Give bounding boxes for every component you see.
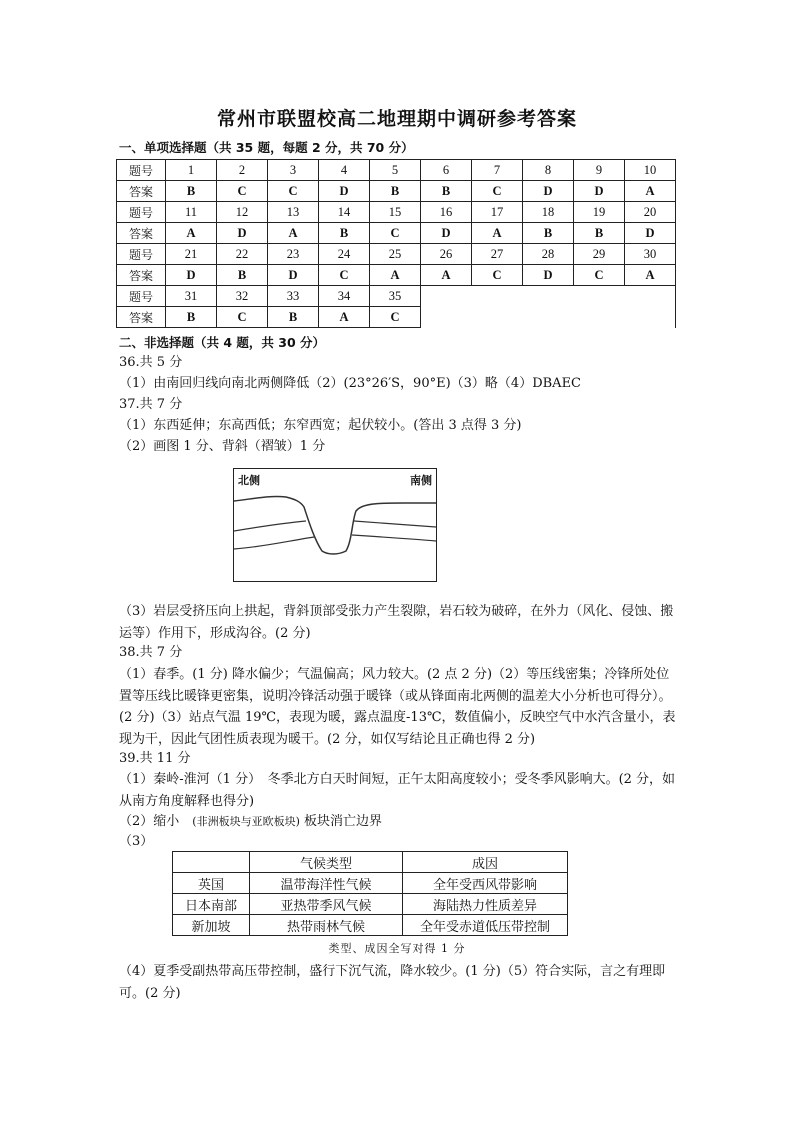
answer-cell: B [523,223,574,244]
answer-cell: B [166,307,217,328]
question-number: 8 [523,160,574,181]
answer-cell: D [523,265,574,286]
question-number: 4 [319,160,370,181]
q38-title: 38.共 7 分 [119,645,183,660]
table-cell: 日本南部 [173,894,250,915]
section1-heading: 一、单项选择题（共 35 题，每题 2 分，共 70 分） [119,140,414,155]
question-number: 2 [217,160,268,181]
page-title: 常州市联盟校高二地理期中调研参考答案 [216,108,577,130]
rock-layer-line [352,535,436,541]
question-number: 14 [319,202,370,223]
question-number: 1 [166,160,217,181]
answer-cell: A [625,265,676,286]
answer-cell: B [166,181,217,202]
table-note: 类型、成因全写对得 1 分 [328,942,466,955]
q39-answer-1: （1）秦岭-淮河（1 分） 冬季北方白天时间短，正午太阳高度较小；受冬季风影响大。(2 分，如从南方角度解释也得分) [119,772,676,809]
q39-answer-2-prefix: （2）缩小 [119,814,193,829]
question-number: 18 [523,202,574,223]
table-row [117,181,676,202]
question-number: 29 [574,244,625,265]
answer-cell: B [574,223,625,244]
answer-cell: C [370,223,421,244]
question-number: 34 [319,286,370,307]
table-row [117,223,676,244]
question-number: 27 [472,244,523,265]
table-cell: 温带海洋性气候 [250,873,403,894]
answer-cell: A [166,223,217,244]
question-number: 26 [421,244,472,265]
question-number: 33 [268,286,319,307]
question-number: 22 [217,244,268,265]
answer-cell: D [217,223,268,244]
south-side-label: 南侧 [410,474,432,487]
table-cell: 亚热带季风气候 [250,894,403,915]
question-number: 17 [472,202,523,223]
answer-cell: A [268,223,319,244]
table-header-cell: 成因 [403,852,568,873]
q36-answer: （1）由南回归线向南北两侧降低（2）(23°26′S，90°E)（3）略（4）DBAEC [119,376,582,391]
question-number: 12 [217,202,268,223]
anticline-cross-section-diagram [233,468,437,582]
answer-cell: D [523,181,574,202]
question-number: 24 [319,244,370,265]
rock-layer-line [234,521,306,531]
answer-label: 答案 [117,223,166,244]
q39-handwritten-note: (非洲板块与亚欧板块) [192,815,300,828]
q36-title: 36.共 5 分 [119,355,183,370]
table-header-cell: 气候类型 [250,852,403,873]
header-label: 题号 [117,286,166,307]
answer-cell: B [268,307,319,328]
q38-answer: （1）春季。(1 分) 降水偏少；气温偏高；风力较大。(2 点 2 分)（2）等压线密集；冷锋所处位置等压线比暖锋更密集，说明冷锋活动强于暖锋（或从锋面南北两侧的温差大小分析也可得分）。(2 分)（3）站点气温 19℃，表现为暖，露点温度-13℃，数值偏小，反映空气中水汽含量小，表现为干，因此气团性质表现为暖干。(2 分，如仅写结论且正确也得 2 分) [119,667,676,747]
table-header-cell [173,852,250,873]
q39-answer-2-suffix: 板块消亡边界 [299,814,383,829]
question-number: 16 [421,202,472,223]
answer-cell: C [574,265,625,286]
table-cell: 热带雨林气候 [250,915,403,936]
q37-answer-2: （2）画图 1 分、背斜（褶皱）1 分 [119,439,326,454]
table-row [117,286,676,307]
answer-cell: C [268,181,319,202]
question-number: 15 [370,202,421,223]
q37-title: 37.共 7 分 [119,397,183,412]
question-number: 30 [625,244,676,265]
q39-answer-3-label: （3） [119,834,154,849]
anticline-drawing [234,469,436,581]
answer-cell: A [319,307,370,328]
q39-title: 39.共 11 分 [119,751,191,766]
question-number: 10 [625,160,676,181]
question-number: 5 [370,160,421,181]
answer-cell: C [472,265,523,286]
answer-cell: D [319,181,370,202]
answer-cell: A [625,181,676,202]
answer-cell: B [319,223,370,244]
question-number: 20 [625,202,676,223]
answer-cell: B [370,181,421,202]
header-label: 题号 [117,160,166,181]
answer-label: 答案 [117,181,166,202]
answer-cell: A [421,265,472,286]
question-number: 3 [268,160,319,181]
table-row [173,915,568,936]
header-label: 题号 [117,202,166,223]
answer-cell: B [217,265,268,286]
section2-heading: 二、非选择题（共 4 题，共 30 分） [119,335,326,350]
question-number: 21 [166,244,217,265]
table-cell: 全年受西风带影响 [403,873,568,894]
answer-cell: C [319,265,370,286]
answer-cell: C [217,307,268,328]
answer-cell: B [421,181,472,202]
table-cell: 海陆热力性质差异 [403,894,568,915]
answer-cell: D [421,223,472,244]
question-number: 7 [472,160,523,181]
question-number: 19 [574,202,625,223]
question-number: 9 [574,160,625,181]
answer-cell: D [268,265,319,286]
rock-layer-line [354,521,436,527]
table-row [117,202,676,223]
climate-table [172,851,568,936]
table-row [117,244,676,265]
question-number: 25 [370,244,421,265]
answer-table [116,159,676,328]
answer-cell: A [370,265,421,286]
answer-cell: C [472,181,523,202]
question-number: 6 [421,160,472,181]
answer-cell: D [166,265,217,286]
q37-answer-3: （3）岩层受挤压向上拱起，背斜顶部受张力产生裂隙，岩石较为破碎，在外力（风化、侵蚀、搬运等）作用下，形成沟谷。(2 分) [119,604,674,641]
north-side-label: 北侧 [238,474,260,487]
answer-cell: C [370,307,421,328]
q39-answer-4: （4）夏季受副热带高压带控制，盛行下沉气流，降水较少。(1 分)（5）符合实际，言之有理即可。(2 分) [119,964,666,1001]
table-cell: 英国 [173,873,250,894]
table-row [173,852,568,873]
header-label: 题号 [117,244,166,265]
q37-answer-1: （1）东西延伸；东高西低；东窄西宽；起伏较小。(答出 3 点得 3 分) [119,418,522,433]
empty-cell [421,286,676,328]
question-number: 23 [268,244,319,265]
table-row [173,873,568,894]
rock-layer-line [234,537,314,549]
answer-cell: C [217,181,268,202]
question-number: 13 [268,202,319,223]
table-cell: 全年受赤道低压带控制 [403,915,568,936]
table-row [117,265,676,286]
question-number: 31 [166,286,217,307]
question-number: 35 [370,286,421,307]
table-cell: 新加坡 [173,915,250,936]
answer-cell: D [625,223,676,244]
answer-label: 答案 [117,307,166,328]
table-row [173,894,568,915]
question-number: 11 [166,202,217,223]
question-number: 28 [523,244,574,265]
q39-answer-2 [119,811,382,832]
answer-label: 答案 [117,265,166,286]
question-number: 32 [217,286,268,307]
answer-cell: A [472,223,523,244]
table-row [117,160,676,181]
answer-cell: D [574,181,625,202]
